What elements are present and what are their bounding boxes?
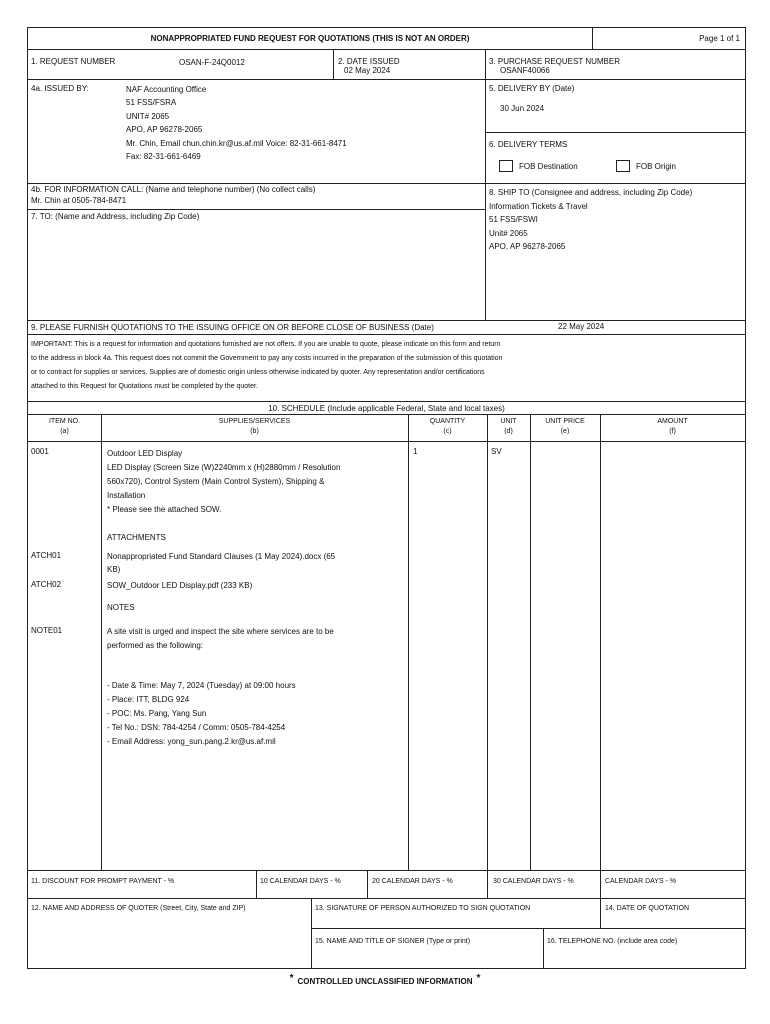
issued-by-line: NAF Accounting Office (126, 85, 207, 94)
date-issued-value: 02 May 2024 (344, 66, 391, 75)
atch02-id: ATCH02 (31, 580, 62, 589)
col-amount: AMOUNT (657, 418, 688, 425)
site-visit-line: - POC: Ms. Pang, Yang Sun (107, 709, 207, 718)
issued-by-line: UNIT# 2065 (126, 112, 170, 121)
item-description-line: 560x720), Control System (Main Control System), Shipping & (107, 477, 325, 486)
footer-star-left: * (289, 973, 294, 984)
atch01-id: ATCH01 (31, 551, 62, 560)
fob-origin-checkbox[interactable] (616, 160, 630, 172)
fob-origin-label: FOB Origin (636, 162, 677, 171)
signature-field[interactable] (315, 914, 595, 926)
item-description-line: LED Display (Screen Size (W)2240mm x (H)2880mm / Resolution (107, 463, 341, 472)
signer-name-title-label: 15. NAME AND TITLE OF SIGNER (Type or print) (315, 938, 471, 945)
item-description-line: * Please see the attached SOW. (107, 505, 222, 514)
col-unit-price: UNIT PRICE (545, 418, 585, 425)
item-unit: SV (491, 447, 502, 456)
issued-by-contact: Mr. Chin, Email chun.chin.kr@us.af.mil Voice: 82-31-661-8471 (126, 139, 347, 148)
site-visit-line: - Email Address: yong_sun.pang.2.kr@us.af.mil (107, 737, 276, 746)
atch01-line[interactable]: Nonappropriated Fund Standard Clauses (1 May 2024).docx (65 (107, 552, 336, 561)
issued-by-label: 4a. ISSUED BY: (31, 84, 89, 93)
cui-footer (0, 973, 770, 987)
ship-to-label: 8. SHIP TO (Consignee and address, including Zip Code) (489, 188, 693, 197)
fob-destination-label: FOB Destination (519, 162, 578, 171)
telephone-field[interactable] (547, 948, 741, 966)
cui-marking: CONTROLLED UNCLASSIFIED INFORMATION (297, 977, 473, 986)
important-notice-line: IMPORTANT: This is a request for information and quotations furnished are not offers. If you are unable to quote, please indicate on this form and return (31, 341, 501, 348)
rfq-form (27, 27, 746, 969)
date-of-quotation-field[interactable] (605, 914, 741, 926)
col-amount-sub: (f) (669, 428, 676, 435)
site-visit-line: - Date & Time: May 7, 2024 (Tuesday) at 09:00 hours (107, 681, 296, 690)
col-item-no-sub: (a) (60, 428, 69, 435)
quoter-name-address-field[interactable] (31, 916, 307, 966)
col-supplies-sub: (b) (250, 428, 259, 435)
col-unit-price-sub: (e) (560, 428, 570, 435)
item-description-line: Installation (107, 491, 146, 500)
info-call-value: Mr. Chin at 0505-784-8471 (31, 196, 127, 205)
date-issued-label: 2. DATE ISSUED (338, 57, 400, 66)
issued-by-line: 51 FSS/FSRA (126, 98, 177, 107)
item-description-line: Outdoor LED Display (107, 449, 183, 458)
ship-to-line: Information Tickets & Travel (489, 202, 588, 211)
page-indicator: Page 1 of 1 (699, 34, 740, 43)
info-call-label: 4b. FOR INFORMATION CALL: (Name and telephone number) (No collect calls) (31, 185, 316, 194)
delivery-by-value: 30 Jun 2024 (500, 104, 545, 113)
attachments-heading: ATTACHMENTS (107, 533, 166, 542)
issued-by-fax: Fax: 82-31-661-6469 (126, 152, 201, 161)
ship-to-line: Unit# 2065 (489, 229, 528, 238)
delivery-by-label: 5. DELIVERY BY (Date) (489, 84, 575, 93)
discount-label: 11. DISCOUNT FOR PROMPT PAYMENT - % (31, 878, 175, 885)
request-number-value: OSAN-F-24Q0012 (179, 58, 245, 67)
item-number: 0001 (31, 447, 49, 456)
item-quantity: 1 (413, 447, 418, 456)
discount-20-days[interactable]: 20 CALENDAR DAYS - % (372, 878, 453, 885)
fob-destination-checkbox[interactable] (499, 160, 513, 172)
col-quantity-sub: (c) (443, 428, 452, 435)
atch02-link[interactable]: SOW_Outdoor LED Display.pdf (233 KB) (107, 581, 253, 590)
col-unit: UNIT (500, 418, 517, 425)
atch01-line: KB) (107, 565, 121, 574)
schedule-title: 10. SCHEDULE (Include applicable Federal, State and local taxes) (268, 404, 505, 413)
footer-star-right: * (476, 973, 481, 984)
col-supplies: SUPPLIES/SERVICES (218, 418, 291, 425)
ship-to-line: APO, AP 96278-2065 (489, 242, 566, 251)
important-notice-line: attached to this Request for Quotations must be completed by the quoter. (31, 383, 258, 390)
telephone-label: 16. TELEPHONE NO. (include area code) (547, 938, 678, 945)
important-notice-line: or to contract for supplies or services. Supplies are of domestic origin unless otherwise indicated by quoter. Any representation and/or certifications (31, 369, 485, 376)
form-title: NONAPPROPRIATED FUND REQUEST FOR QUOTATIONS (THIS IS NOT AN ORDER) (150, 34, 470, 43)
delivery-terms-label: 6. DELIVERY TERMS (489, 140, 568, 149)
quoter-name-address-label: 12. NAME AND ADDRESS OF QUOTER (Street, City, State and ZIP) (31, 905, 246, 912)
request-number-label: 1. REQUEST NUMBER (31, 57, 116, 66)
issued-by-line: APO, AP 96278-2065 (126, 125, 203, 134)
quote-due-date: 22 May 2024 (558, 322, 605, 331)
col-unit-sub: (d) (504, 428, 513, 435)
site-visit-line: - Tel No.: DSN: 784-4254 / Comm: 0505-784-4254 (107, 723, 286, 732)
note01-line: performed as the following: (107, 641, 204, 650)
discount-10-days[interactable]: 10 CALENDAR DAYS - % (260, 878, 341, 885)
col-item-no: ITEM NO. (48, 418, 81, 425)
col-quantity: QUANTITY (429, 418, 466, 425)
quote-due-label: 9. PLEASE FURNISH QUOTATIONS TO THE ISSUING OFFICE ON OR BEFORE CLOSE OF BUSINESS (Date) (31, 323, 434, 332)
purchase-request-value: OSANF40066 (500, 66, 550, 75)
ship-to-line: 51 FSS/FSWI (489, 215, 538, 224)
discount-custom-days[interactable]: CALENDAR DAYS - % (605, 878, 677, 885)
note01-line: A site visit is urged and inspect the site where services are to be (107, 627, 334, 636)
to-address-field[interactable] (31, 224, 481, 316)
signer-name-title-field[interactable] (315, 948, 539, 966)
note01-id: NOTE01 (31, 626, 63, 635)
discount-30-days[interactable]: 30 CALENDAR DAYS - % (493, 878, 574, 885)
important-notice-line: to the address in block 4a. This request does not commit the Government to pay any costs incurred in the preparation of the submission of this quotation (31, 355, 503, 362)
to-address-label: 7. TO: (Name and Address, including Zip Code) (31, 212, 200, 221)
purchase-request-label: 3. PURCHASE REQUEST NUMBER (489, 57, 620, 66)
date-of-quotation-label: 14. DATE OF QUOTATION (605, 905, 690, 912)
notes-heading: NOTES (107, 603, 135, 612)
site-visit-line: - Place: ITT, BLDG 924 (107, 695, 190, 704)
signature-label: 13. SIGNATURE OF PERSON AUTHORIZED TO SIGN QUOTATION (315, 905, 531, 912)
